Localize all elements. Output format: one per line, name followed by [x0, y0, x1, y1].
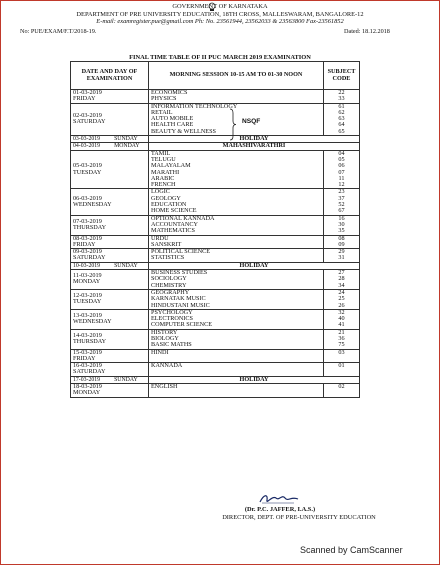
day-text: WEDNESDAY [73, 318, 112, 326]
table-row [71, 329, 360, 349]
subject-name: TELUGU [151, 155, 176, 163]
table-row [71, 262, 360, 269]
codes-cell [324, 189, 360, 215]
subject-code: 37 [338, 194, 345, 202]
date-text: 01-03-2019 [73, 89, 102, 96]
subject-name: KARNATAK MUSIC [151, 295, 206, 303]
subject-code: 16 [338, 214, 345, 222]
date-text: 09-03-2019 [73, 248, 102, 256]
day-text: MONDAY [73, 278, 101, 286]
subjects-cell [149, 349, 324, 363]
dept-address: DEPARTMENT OF PRE UNIVERSITY EDUCATION, 18TH CROSS, MALLESWARAM, BANGALORE-12 [76, 11, 364, 18]
subject-name: POLITICAL SCIENCE [151, 248, 211, 256]
row-date [71, 262, 149, 269]
nsqf-label: NSQF [242, 117, 261, 125]
subject-code: 40 [338, 315, 345, 323]
row-date [71, 143, 149, 150]
holiday-label: HOLIDAY [149, 262, 360, 269]
date-text: 06-03-2019 [73, 194, 102, 202]
subject-name: PSYCHOLOGY [151, 308, 193, 316]
codes-cell [324, 150, 360, 189]
subject-name: COMPUTER SCIENCE [151, 321, 213, 329]
row-date [71, 349, 149, 363]
subject-name: ARABIC [151, 174, 175, 182]
subjects-cell [149, 235, 324, 249]
subject-code: 04 [338, 149, 345, 157]
subject-code: 05 [338, 155, 345, 163]
subject-name: ECONOMICS [151, 89, 188, 96]
subject-name: BEAUTY & WELLNESS [151, 127, 216, 135]
date-text: 07-03-2019 [73, 217, 102, 225]
date-text: 14-03-2019 [73, 331, 102, 339]
subject-name: MATHEMATICS [151, 227, 196, 235]
day-text: MONDAY [73, 389, 101, 397]
day-text: SATURDAY [73, 118, 106, 126]
holiday-label: HOLIDAY [149, 136, 360, 143]
subjects-cell [149, 215, 324, 235]
row-date [71, 249, 149, 263]
subject-code: 67 [338, 207, 345, 215]
gov-name: GOVERNMENT OF KARNATAKA [172, 3, 268, 10]
subject-name: LOGIC [151, 188, 170, 196]
table-row [71, 376, 360, 383]
subject-name: SANSKRIT [151, 240, 182, 248]
date-text: 08-03-2019 [73, 234, 102, 242]
subjects-cell [149, 363, 324, 377]
table-row [71, 103, 360, 135]
day-text: SATURDAY [73, 368, 106, 376]
date-text: 10-03-2019 [73, 262, 101, 269]
signatory-name: (Dr. P.C. JAFFER, I.A.S.) [244, 506, 316, 513]
subject-code: 61 [338, 102, 345, 110]
scanner-watermark: Scanned by CamScanner [300, 545, 403, 555]
subjects-cell [149, 270, 324, 290]
subject-name: ACCOUNTANCY [151, 220, 198, 228]
subject-name: STATISTICS [151, 254, 185, 262]
row-date [71, 289, 149, 309]
subject-name: ELECTRONICS [151, 315, 193, 323]
day-text: TUESDAY [73, 298, 102, 306]
subject-name: BIOLOGY [151, 334, 179, 342]
table-row [71, 309, 360, 329]
signature-mark [258, 492, 300, 506]
subject-code: 28 [338, 275, 345, 283]
row-date [71, 150, 149, 189]
codes-cell [324, 363, 360, 377]
subjects-cell [149, 309, 324, 329]
subject-code: 31 [338, 254, 345, 262]
brace-icon [229, 108, 237, 141]
row-date [71, 136, 149, 143]
subjects-cell [149, 384, 324, 398]
subject-name: HINDUSTANI MUSIC [151, 301, 210, 309]
time-table [70, 61, 360, 398]
holiday-label: HOLIDAY [149, 376, 360, 383]
subjects-cell [149, 150, 324, 189]
subject-code: 29 [338, 248, 345, 256]
day-text: SUNDAY [114, 376, 138, 383]
codes-cell [324, 103, 360, 135]
subject-code: 52 [338, 201, 345, 209]
subject-name: INFORMATION TECHNOLOGY [151, 102, 238, 110]
row-date [71, 215, 149, 235]
subject-name: OPTIONAL KANNADA [151, 214, 215, 222]
contact-line: E-mail: examregister.pue@gmail.com Ph: No. 23561944, 23562033 & 23563800 Fax-23561852 [96, 18, 344, 25]
row-date [71, 309, 149, 329]
date-text: 15-03-2019 [73, 348, 102, 356]
codes-cell [324, 90, 360, 104]
codes-cell [324, 329, 360, 349]
row-date [71, 329, 149, 349]
codes-cell [324, 235, 360, 249]
table-row [71, 150, 360, 189]
subject-code: 34 [338, 281, 345, 289]
subject-code: 12 [338, 181, 345, 189]
subject-code: 64 [338, 121, 345, 129]
subject-code: 36 [338, 334, 345, 342]
subject-code: 11 [338, 174, 345, 182]
col-session-header: MORNING SESSION 10-15 AM TO 01-30 NOON [149, 62, 324, 90]
subject-code: 23 [338, 188, 345, 196]
date-line: Dated: 18.12.2018 [344, 28, 390, 35]
date-text: 11-03-2019 [73, 272, 102, 280]
document-title: FINAL TIME TABLE OF II PUC MARCH 2019 EXAMINATION [129, 54, 311, 61]
date-text: 18-03-2019 [73, 383, 102, 391]
table-row [71, 289, 360, 309]
subject-code: 63 [338, 115, 345, 123]
col-code-header: SUBJECT CODE [324, 62, 360, 90]
holiday-label: MAHASHIVARATHRI [149, 143, 360, 150]
date-text: 12-03-2019 [73, 292, 102, 300]
subject-code: 33 [338, 95, 345, 103]
subject-name: TAMIL [151, 149, 171, 157]
table-row [71, 363, 360, 377]
codes-cell [324, 215, 360, 235]
subject-name: GEOLOGY [151, 194, 181, 202]
reference-number: No: PUE/EXAM/F.T/2018-19. [20, 28, 97, 35]
signatory-designation: DIRECTOR, DEPT. OF PRE-UNIVERSITY EDUCATION [222, 514, 376, 521]
subject-code: 25 [338, 295, 345, 303]
subject-code: 62 [338, 108, 345, 116]
table-row [71, 249, 360, 263]
row-date [71, 384, 149, 398]
subject-code: 26 [338, 301, 345, 309]
table-header-row [71, 62, 360, 90]
subject-name: URDU [151, 234, 169, 242]
subjects-cell [149, 329, 324, 349]
subject-code: 02 [338, 383, 345, 391]
subject-code: 32 [338, 308, 345, 316]
col-date-header: DATE AND DAY OF EXAMINATION [71, 62, 149, 90]
date-text: 02-03-2019 [73, 112, 102, 120]
table-row [71, 235, 360, 249]
row-date [71, 90, 149, 104]
date-text: 17-03-2019 [73, 376, 101, 383]
date-text: 03-03-2019 [73, 136, 101, 143]
subject-name: RETAIL [151, 108, 173, 116]
table-row [71, 349, 360, 363]
subject-name: CHEMISTRY [151, 281, 187, 289]
row-date [71, 103, 149, 135]
subject-code: 27 [338, 269, 345, 277]
subject-name: PHYSICS [151, 95, 177, 103]
subject-name: HINDI [151, 348, 169, 356]
day-text: THURSDAY [73, 338, 107, 346]
day-text: SATURDAY [73, 254, 106, 262]
day-text: FRIDAY [73, 240, 96, 248]
subject-name: EDUCATION [151, 201, 187, 209]
codes-cell [324, 249, 360, 263]
subject-code: 24 [338, 288, 345, 296]
date-text: 13-03-2019 [73, 311, 102, 319]
subject-code: 01 [338, 362, 345, 370]
day-text: FRIDAY [73, 354, 96, 362]
date-text: 16-03-2019 [73, 362, 102, 370]
table-row [71, 270, 360, 290]
day-text: SUNDAY [114, 262, 138, 269]
day-text: TUESDAY [73, 168, 102, 176]
subject-name: SOCIOLOGY [151, 275, 187, 283]
subject-code: 03 [338, 348, 345, 356]
codes-cell [324, 349, 360, 363]
day-text: WEDNESDAY [73, 201, 112, 209]
table-row [71, 189, 360, 215]
subject-code: 75 [338, 341, 345, 349]
codes-cell [324, 309, 360, 329]
codes-cell [324, 384, 360, 398]
codes-cell [324, 289, 360, 309]
subject-name: HEALTH CARE [151, 121, 194, 129]
date-text: 04-03-2019 [73, 143, 101, 150]
table-row [71, 136, 360, 143]
subject-code: 07 [338, 168, 345, 176]
subjects-cell [149, 103, 324, 135]
table-row [71, 215, 360, 235]
subject-code: 65 [338, 127, 345, 135]
subject-code: 41 [338, 321, 345, 329]
subject-name: ENGLISH [151, 383, 178, 391]
subject-name: BASIC MATHS [151, 341, 192, 349]
subject-code: 08 [338, 234, 345, 242]
subject-code: 06 [338, 162, 345, 170]
subject-code: 09 [338, 240, 345, 248]
day-text: SUNDAY [114, 136, 138, 143]
subject-name: MALAYALAM [151, 162, 191, 170]
subject-name: HOME SCIENCE [151, 207, 197, 215]
row-date [71, 270, 149, 290]
subject-code: 35 [338, 227, 345, 235]
day-text: MONDAY [114, 143, 140, 150]
subject-code: 30 [338, 220, 345, 228]
date-text: 05-03-2019 [73, 162, 102, 170]
subject-name: HISTORY [151, 328, 178, 336]
row-date [71, 189, 149, 215]
day-text: THURSDAY [73, 224, 107, 232]
subject-code: 22 [338, 89, 345, 96]
subject-name: BUSINESS STUDIES [151, 269, 208, 277]
subjects-cell [149, 90, 324, 104]
row-date [71, 363, 149, 377]
subject-name: AUTO MOBILE [151, 115, 194, 123]
subject-name: FRENCH [151, 181, 176, 189]
table-row [71, 90, 360, 104]
subject-name: MARATHI [151, 168, 180, 176]
subject-code: 21 [338, 328, 345, 336]
subject-name: GEOGRAPHY [151, 288, 190, 296]
subjects-cell [149, 249, 324, 263]
table-row [71, 143, 360, 150]
subjects-cell [149, 289, 324, 309]
subject-name: KANNADA [151, 362, 183, 370]
codes-cell [324, 270, 360, 290]
table-row [71, 384, 360, 398]
subjects-cell [149, 189, 324, 215]
row-date [71, 235, 149, 249]
day-text: FRIDAY [73, 95, 96, 103]
